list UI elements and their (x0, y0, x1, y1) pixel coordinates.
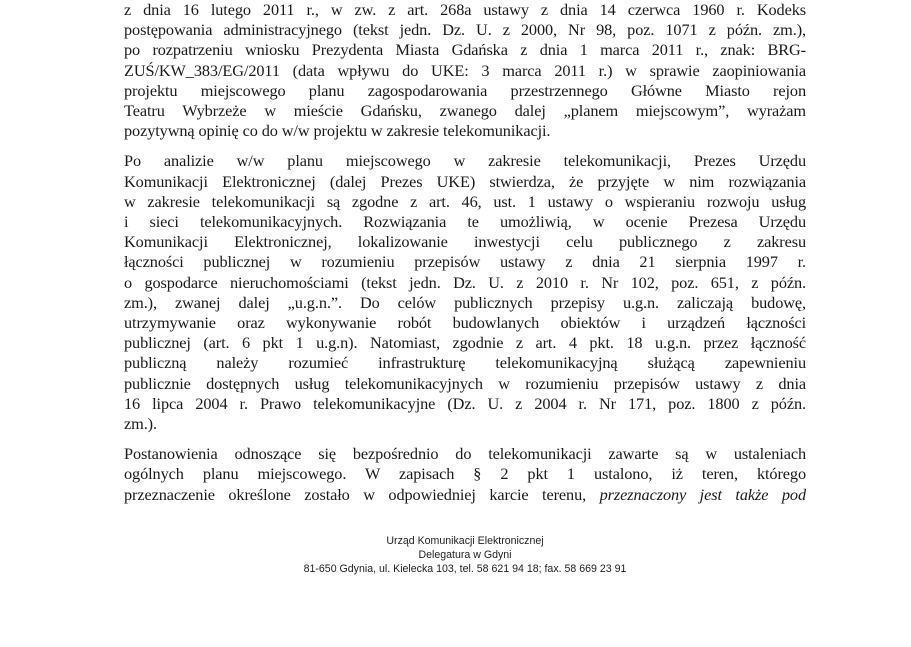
text-line: 16 lipca 2004 r. Prawo telekomunikacyjne (Dz. U. z 2004 r. Nr 171, poz. 1800 z późn. (124, 393, 806, 413)
text-line (124, 485, 806, 505)
text-line: Teatru Wybrzeże w mieście Gdańsku, zwanego dalej „planem miejscowym”, wyrażam (124, 101, 806, 121)
text-line: utrzymywanie oraz wykonywanie robót budowlanych obiektów i urządzeń łączności (124, 313, 806, 333)
text-italic: przeznaczony jest także pod (599, 484, 806, 504)
paragraph-provisions (124, 444, 806, 505)
footer-branch: Delegatura w Gdyni (418, 548, 512, 561)
text-line: w zakresie telekomunikacji są zgodne z art. 46, ust. 1 ustawy o wspieraniu rozwoju usług (124, 191, 806, 211)
text-plain: przeznaczenie określone zostało w odpowiedniej karcie terenu, (124, 484, 600, 504)
document-page (124, 0, 806, 515)
text-line: publiczną należy rozumieć infrastrukturę telekomunikacyjną służącą zapewnieniu (124, 353, 806, 373)
footer-office-name: Urząd Komunikacji Elektronicznej (386, 535, 544, 547)
text-line: po rozpatrzeniu wniosku Prezydenta Miasta Gdańska z dnia 1 marca 2011 r., znak: BRG- (124, 40, 806, 60)
text-line: Komunikacji Elektronicznej, lokalizowanie inwestycji celu publicznego z zakresu (124, 232, 806, 252)
text-line: Po analizie w/w planu miejscowego w zakresie telekomunikacji, Prezes Urzędu (124, 151, 806, 171)
text-line: postępowania administracyjnego (tekst jedn. Dz. U. z 2000, Nr 98, poz. 1071 z późn. zm.), (124, 20, 806, 40)
footer-address: 81-650 Gdynia, ul. Kielecka 103, tel. 58 621 94 18; fax. 58 669 23 91 (303, 562, 627, 575)
text-line: z dnia 16 lutego 2011 r., w zw. z art. 268a ustawy z dnia 14 czerwca 1960 r. Kodeks (124, 0, 806, 19)
text-line: zm.). (124, 414, 157, 434)
text-line: pozytywną opinię co do w/w projektu w zakresie telekomunikacji. (124, 121, 551, 141)
text-line: Postanowienia odnoszące się bezpośrednio do telekomunikacji zawarte są w ustaleniach (124, 444, 806, 464)
paragraph-analysis (124, 151, 806, 434)
text-line: Komunikacji Elektronicznej (dalej Prezes UKE) stwierdza, że przyjęte w nim rozwiązania (124, 171, 806, 191)
text-line: i sieci telekomunikacyjnych. Rozwiązania te umożliwią, w ocenie Prezesa Urzędu (124, 212, 806, 232)
paragraph-opinion (124, 0, 806, 141)
text-line: zm.), zwanej dalej „u.g.n.”. Do celów publicznych przepisy u.g.n. zaliczają budowę, (124, 292, 806, 312)
text-line: publicznie dostępnych usług telekomunikacyjnych w rozumieniu przepisów ustawy z dnia (124, 373, 806, 393)
text-line: łączności publicznej w rozumieniu przepisów ustawy z dnia 21 sierpnia 1997 r. (124, 252, 806, 272)
text-line: o gospodarce nieruchomościami (tekst jedn. Dz. U. z 2010 r. Nr 102, poz. 651, z późn. (124, 272, 806, 292)
text-line: projektu miejscowego planu zagospodarowania przestrzennego Główne Miasto rejon (124, 80, 806, 100)
text-line: publicznej (art. 6 pkt 1 u.g.n). Natomiast, zgodnie z art. 4 pkt. 18 u.g.n. przez łączność (124, 333, 806, 353)
text-line: ogólnych planu miejscowego. W zapisach § 2 pkt 1 ustalono, iż teren, którego (124, 464, 806, 484)
text-line: ZUŚ/KW_383/EG/2011 (data wpływu do UKE: 3 marca 2011 r.) w sprawie zaopiniowania (124, 60, 806, 80)
letterhead-footer (124, 535, 806, 576)
